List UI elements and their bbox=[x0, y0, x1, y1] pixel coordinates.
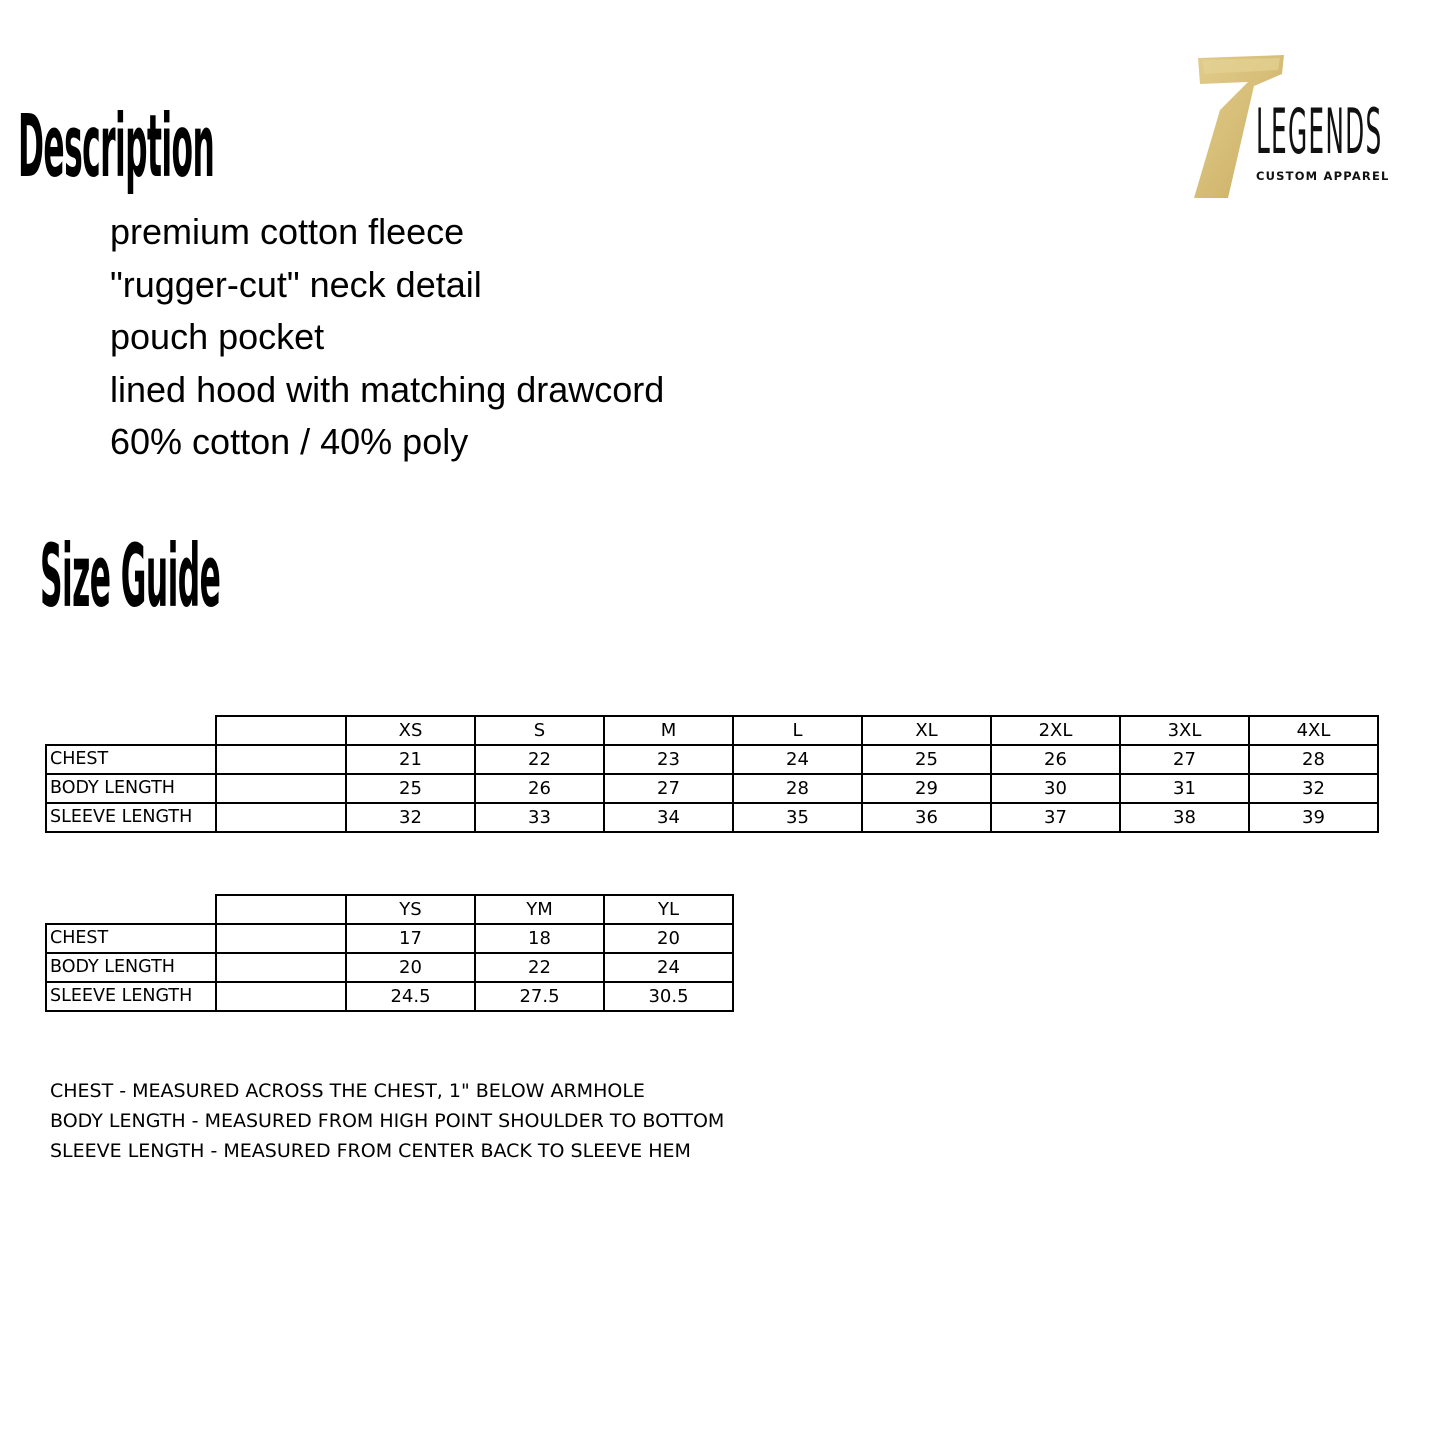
row-label: CHEST bbox=[46, 745, 216, 774]
table-cell: 24 bbox=[733, 745, 862, 774]
table-blank-cell bbox=[216, 716, 346, 745]
table-row bbox=[46, 953, 733, 982]
row-label: CHEST bbox=[46, 924, 216, 953]
table-header-row bbox=[46, 895, 733, 924]
table-blank-cell bbox=[216, 895, 346, 924]
table-cell: 17 bbox=[346, 924, 475, 953]
size-header: YM bbox=[475, 895, 604, 924]
table-row bbox=[46, 774, 1378, 803]
table-blank-cell bbox=[216, 745, 346, 774]
size-header: S bbox=[475, 716, 604, 745]
table-cell: 21 bbox=[346, 745, 475, 774]
row-label: BODY LENGTH bbox=[46, 953, 216, 982]
size-header: 2XL bbox=[991, 716, 1120, 745]
table-corner bbox=[46, 895, 216, 924]
table-header-row bbox=[46, 716, 1378, 745]
table-cell: 35 bbox=[733, 803, 862, 832]
brand-logo bbox=[1190, 52, 1410, 202]
table-cell: 20 bbox=[346, 953, 475, 982]
logo-tagline: CUSTOM APPAREL bbox=[1256, 169, 1390, 183]
feature-list bbox=[110, 206, 664, 469]
table-cell: 32 bbox=[346, 803, 475, 832]
table-cell: 30 bbox=[991, 774, 1120, 803]
table-blank-cell bbox=[216, 953, 346, 982]
table-blank-cell bbox=[216, 803, 346, 832]
description-heading: Description bbox=[18, 96, 215, 197]
table-cell: 37 bbox=[991, 803, 1120, 832]
logo-wordmark: LEGENDS bbox=[1256, 97, 1383, 169]
size-header: YS bbox=[346, 895, 475, 924]
table-cell: 24.5 bbox=[346, 982, 475, 1011]
table-cell: 28 bbox=[1249, 745, 1378, 774]
table-cell: 22 bbox=[475, 745, 604, 774]
adult-size-table bbox=[45, 715, 1379, 833]
table-cell: 22 bbox=[475, 953, 604, 982]
table-cell: 29 bbox=[862, 774, 991, 803]
feature-item: premium cotton fleece bbox=[110, 211, 465, 252]
feature-item: lined hood with matching drawcord bbox=[110, 368, 665, 410]
table-cell: 23 bbox=[604, 745, 733, 774]
table-cell: 25 bbox=[346, 774, 475, 803]
size-header: L bbox=[733, 716, 862, 745]
measurement-notes bbox=[50, 1076, 724, 1166]
table-blank-cell bbox=[216, 924, 346, 953]
table-cell: 31 bbox=[1120, 774, 1249, 803]
table-cell: 39 bbox=[1249, 803, 1378, 832]
size-header: XS bbox=[346, 716, 475, 745]
table-row bbox=[46, 745, 1378, 774]
table-cell: 34 bbox=[604, 803, 733, 832]
size-header: XL bbox=[862, 716, 991, 745]
row-label: SLEEVE LENGTH bbox=[46, 982, 216, 1011]
table-blank-cell bbox=[216, 982, 346, 1011]
table-blank-cell bbox=[216, 774, 346, 803]
table-cell: 38 bbox=[1120, 803, 1249, 832]
size-header: YL bbox=[604, 895, 733, 924]
table-cell: 30.5 bbox=[604, 982, 733, 1011]
table-cell: 25 bbox=[862, 745, 991, 774]
table-corner bbox=[46, 716, 216, 745]
table-cell: 28 bbox=[733, 774, 862, 803]
size-header: 4XL bbox=[1249, 716, 1378, 745]
table-row bbox=[46, 982, 733, 1011]
table-cell: 27.5 bbox=[475, 982, 604, 1011]
row-label: SLEEVE LENGTH bbox=[46, 803, 216, 832]
table-cell: 36 bbox=[862, 803, 991, 832]
note-item: BODY LENGTH - MEASURED FROM HIGH POINT SHOULDER TO BOTTOM bbox=[50, 1110, 725, 1132]
feature-item: "rugger-cut" neck detail bbox=[110, 263, 482, 305]
table-cell: 33 bbox=[475, 803, 604, 832]
table-cell: 27 bbox=[604, 774, 733, 803]
table-row bbox=[46, 803, 1378, 832]
note-item: SLEEVE LENGTH - MEASURED FROM CENTER BACK TO SLEEVE HEM bbox=[50, 1140, 691, 1162]
note-item: CHEST - MEASURED ACROSS THE CHEST, 1" BELOW ARMHOLE bbox=[50, 1080, 645, 1102]
table-cell: 24 bbox=[604, 953, 733, 982]
table-cell: 26 bbox=[991, 745, 1120, 774]
size-guide-heading: Size Guide bbox=[40, 526, 221, 627]
row-label: BODY LENGTH bbox=[46, 774, 216, 803]
size-header: 3XL bbox=[1120, 716, 1249, 745]
table-cell: 32 bbox=[1249, 774, 1378, 803]
table-cell: 27 bbox=[1120, 745, 1249, 774]
table-cell: 20 bbox=[604, 924, 733, 953]
youth-size-table bbox=[45, 894, 734, 1012]
feature-item: pouch pocket bbox=[110, 316, 325, 358]
table-row bbox=[46, 924, 733, 953]
table-cell: 26 bbox=[475, 774, 604, 803]
size-header: M bbox=[604, 716, 733, 745]
table-cell: 18 bbox=[475, 924, 604, 953]
feature-item: 60% cotton / 40% poly bbox=[110, 421, 469, 463]
